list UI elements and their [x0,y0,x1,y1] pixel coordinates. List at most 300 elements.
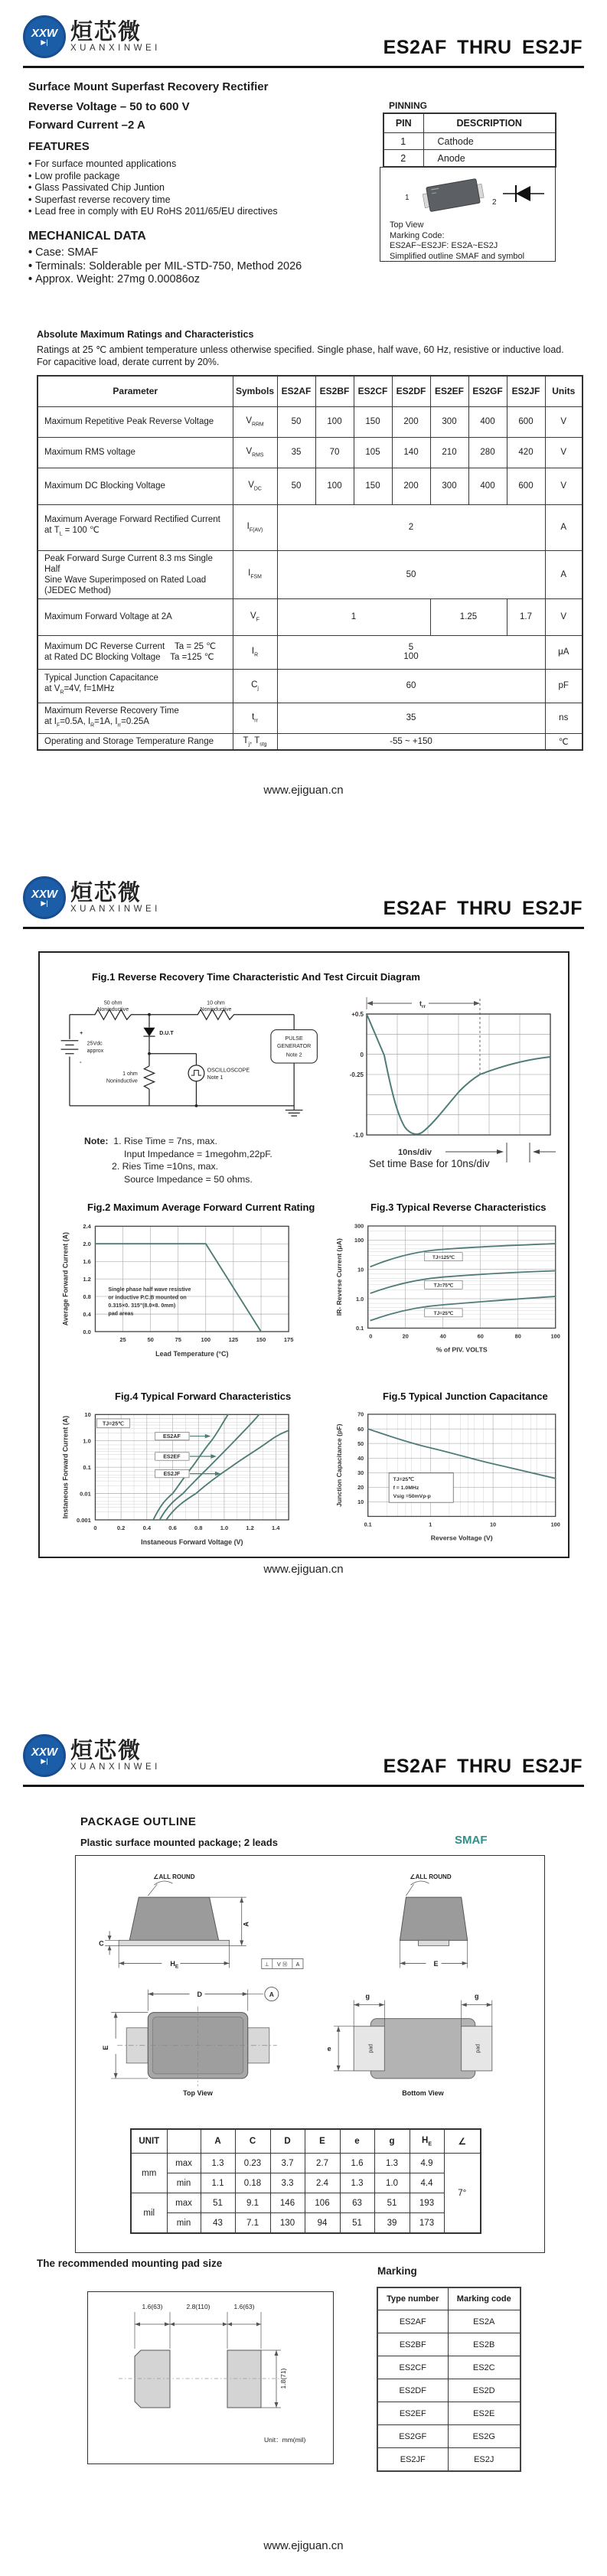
reverse-curve-75C [370,1270,555,1293]
y-tick: 1.0 [83,1437,91,1445]
table-cell: 94 [305,2213,340,2234]
capacitance-curve [368,1429,556,1479]
logo-xxw-text: XXW [31,1745,58,1759]
table-cell: 1.0 [374,2173,410,2193]
fig1-caption: Set time Base for 10ns/div [369,1158,490,1169]
package-image-box [380,167,556,262]
column-header: ES2BF [315,376,354,406]
table-row [38,504,583,550]
table-cell: A [545,504,583,550]
feature-item: • Superfast reverse recovery time [28,194,171,205]
table-cell: $V_{RRM}$ [233,406,277,437]
mech-item: • Approx. Weight: 27mg 0.00086oz [28,273,201,285]
table-cell: V [545,598,583,635]
svg-text:TJ=75℃: TJ=75℃ [433,1283,454,1289]
table-cell: Peak Forward Surge Current 8.3 ms Single Half Sine Wave Superimposed on Rated Load (JEDEC Method) [38,550,233,598]
logo-chinese-name: 烜芯微 [70,19,142,44]
shunt-resistor-type: Noninductive [106,1078,138,1084]
table-cell: $I_R$ [233,635,277,669]
dim-e-label: e [327,2044,331,2053]
table-row [38,598,583,635]
pkg-outline-note: Simplified outline SMAF and symbol [390,251,525,261]
x-tick: 20 [402,1332,409,1340]
table-cell: μA [545,635,583,669]
pin1-label: 1 [405,194,410,202]
pad-dim-left: 1.6(63) [142,2303,163,2310]
datum-A: A [269,1991,274,1999]
note-line-4: Source Impedance = 50 ohms. [124,1173,253,1185]
all-round-label: ∠ALL ROUND [153,1873,195,1881]
table-cell: 5 100 [277,635,545,669]
table-row [383,113,556,133]
table-row [377,2333,521,2356]
svg-text:0.315×0. 315"(8.0×8. 0mm): 0.315×0. 315"(8.0×8. 0mm) [108,1303,176,1309]
column-header: ES2GF [468,376,507,406]
fig2-annotation [108,1287,191,1316]
dim-C [99,1931,119,1955]
table-cell: $C_j$ [233,669,277,703]
bottom-view-body [354,2019,492,2079]
table-cell: ES2GF [377,2425,448,2448]
x-tick: 175 [283,1336,294,1344]
battery-minus: - [80,1059,82,1066]
dim-g-label: g [474,1992,479,2000]
x-tick: 100 [201,1336,211,1344]
dim-HE-label: $H_E$ [170,1959,179,1970]
table-cell: Operating and Storage Temperature Range [38,733,233,750]
y-tick: 40 [357,1454,364,1462]
brand-logo [23,876,161,919]
logo-chinese-name: 烜芯微 [70,880,142,905]
table-row [131,2173,481,2193]
package-outline-title: PACKAGE OUTLINE [80,1815,197,1828]
logo-mark [23,876,66,919]
page1-header [23,15,584,69]
pulse-gen-line2: GENERATOR [277,1043,312,1050]
table-row [38,468,583,504]
page3-footer-url: www.ejiguan.cn [263,2539,344,2552]
table-cell: 2 [277,504,545,550]
table-cell: $I_{FSM}$ [233,550,277,598]
logo-diode-icon: ▶| [41,898,48,907]
column-header: Parameter [38,376,233,406]
oscilloscope-note: Note 1 [207,1074,224,1081]
table-cell: 200 [392,406,430,437]
table-cell: 51 [201,2193,235,2213]
mounting-pad-drawing [88,2292,331,2462]
table-cell: 51 [340,2213,374,2234]
ratings-note2: For capacitive load, derate current by 20%. [37,357,220,367]
column-header: UNIT [131,2129,167,2154]
marking-table [377,2287,521,2472]
tolerance-cell-3: A [295,1961,300,1968]
tolerance-cell-1: ⊥ [264,1961,269,1968]
table-cell: 60 [277,669,545,703]
table-cell: $I_{F(AV)}$ [233,504,277,550]
table-cell: 1.3 [201,2154,235,2173]
fig2-y-label: Average Forward Current (A) [61,1231,70,1326]
fig1-notes [84,1135,272,1185]
fig5-chart [325,1406,569,1549]
mech-item: • Case: SMAF [28,246,99,259]
notes-prefix: Note: [84,1136,109,1146]
tolerance-cell-2: V Ⓜ [277,1961,288,1968]
reverse-curve-125C [370,1244,555,1267]
pkg-marking-code-label: Marking Code: [390,230,445,240]
table-row [383,150,556,168]
table-cell: 1.3 [374,2154,410,2173]
table-cell: 1.7 [507,598,545,635]
fig5-y-label: Junction Capacitance (pF) [335,1423,343,1507]
column-header: ES2EF [430,376,468,406]
circuit-wires [70,1009,294,1107]
y-tick: -0.25 [349,1071,364,1078]
table-cell: 4.4 [410,2173,444,2193]
package-outline-box [75,1855,545,2253]
x-tick: 1.4 [272,1524,280,1532]
bottom-view-caption: Bottom View [402,2089,444,2098]
table-cell: mil [131,2193,167,2234]
document-title: ES2AF THRU ES2JF [383,1756,583,1777]
column-header: e [340,2129,374,2154]
dim-A-label: A [242,1921,250,1927]
table-cell: 50 [277,550,545,598]
header-rule [23,1785,584,1787]
dim-C-label: C [99,1939,104,1948]
table-cell: Anode [423,150,556,168]
table-cell: 150 [354,406,392,437]
battery-approx: approx [86,1047,104,1054]
table-cell: 173 [410,2213,444,2234]
svg-text:pad areas: pad areas [108,1311,134,1317]
mounting-pad-box [87,2291,334,2464]
table-cell: 50 [277,468,315,504]
table-row [38,406,583,437]
battery-symbol [61,1041,79,1054]
x-tick: 0.8 [194,1524,203,1532]
column-header: ES2AF [277,376,315,406]
svg-text:or inductive P.C.B mounted on: or inductive P.C.B mounted on [108,1295,187,1301]
fig5-annotation [389,1473,453,1502]
table-cell: 43 [201,2213,235,2234]
figures-box [38,951,569,1558]
y-tick: 10 [357,1498,364,1506]
table-row [38,437,583,468]
x-tick: 60 [477,1332,484,1340]
page3-header [23,1734,584,1788]
table-row [38,550,583,598]
svg-text:TJ=25℃: TJ=25℃ [393,1476,414,1482]
logo-xxw-text: XXW [31,887,58,901]
table-row [131,2213,481,2234]
dim-D-label: D [197,1991,203,1999]
oscilloscope-label: OSCILLOSCOPE [207,1067,250,1074]
pad-shapes [119,2350,279,2408]
svg-text:TJ=25℃: TJ=25℃ [102,1421,125,1427]
x-tick: 40 [439,1332,446,1340]
waveform-grid [367,1014,550,1135]
table-cell: $T_j$, $T_{stg}$ [233,733,277,750]
table-row [377,2310,521,2333]
bullet-icon: • [28,273,33,285]
x-tick: 80 [514,1332,521,1340]
table-cell: 7.1 [235,2213,270,2234]
table-cell: ES2D [448,2379,521,2402]
fig4-title: Fig.4 Typical Forward Characteristics [115,1391,292,1402]
bullet-icon: • [28,158,32,169]
y-tick: 2.4 [83,1223,91,1231]
logo-chinese-name: 烜芯微 [70,1738,142,1763]
table-cell: V [545,437,583,468]
column-header: ES2JF [507,376,545,406]
dimensions-table [130,2128,481,2234]
svg-text:ES2JF: ES2JF [163,1471,181,1477]
table-cell: 39 [374,2213,410,2234]
column-header: E [305,2129,340,2154]
table-cell: $t_{rr}$ [233,703,277,733]
resistor1-type: Noninductive [97,1006,129,1012]
package-name: SMAF [455,1834,488,1847]
y-tick: 0.01 [80,1490,91,1498]
features-title: FEATURES [28,140,90,153]
table-cell: A [545,550,583,598]
dim-g-label: g [365,1992,370,2000]
y-tick: 70 [357,1410,364,1418]
pkg-marking-range: ES2AF~ES2JF: ES2A~ES2J [390,241,498,250]
bullet-icon: • [28,182,32,193]
page2-footer-url: www.ejiguan.cn [263,1563,344,1576]
table-cell: 63 [340,2193,374,2213]
fig3-chart [325,1218,569,1361]
top-view-caption: Top View [183,2089,213,2098]
dim-E-label: E [433,1959,439,1968]
header-rule [23,927,584,929]
table-cell: 300 [430,468,468,504]
x-tick: 0.6 [168,1524,177,1532]
table-row [377,2425,521,2448]
table-row [377,2356,521,2379]
y-tick: 0.001 [76,1516,91,1524]
marking-title: Marking [377,2265,417,2277]
pad-unit-label: Unit：mm(mil) [264,2436,306,2444]
x-tick: 0.1 [364,1521,372,1528]
y-tick: 1.2 [83,1275,91,1283]
table-cell: $V_{DC}$ [233,468,277,504]
table-cell: Maximum Forward Voltage at 2A [38,598,233,635]
y-tick: 10 [84,1411,91,1419]
pad-label: pad [475,2043,481,2053]
column-header: Marking code [448,2287,521,2310]
mechanical-data-list [28,246,302,287]
fig3-y-label: IR- Reverse Current (μA) [335,1238,343,1316]
page2-header [23,876,584,930]
logo-diode-icon: ▶| [41,37,48,46]
pad-label: pad [368,2043,374,2053]
table-row [131,2193,481,2213]
table-row [38,733,583,750]
y-tick: 1.6 [83,1258,91,1266]
diode-symbol-icon [503,185,544,202]
table-cell: Maximum Reverse Recovery Time at $I_F=0.5A$, $I_R=1A$, $I_{rr}=0.25A$ [38,703,233,733]
y-tick: 50 [357,1440,364,1447]
table-cell: 2 [383,150,423,168]
resistor2-value: 10 ohm [207,999,225,1006]
x-tick: 75 [175,1336,181,1344]
table-cell: ES2BF [377,2333,448,2356]
y-tick: 0 [360,1052,364,1058]
table-cell: ES2A [448,2310,521,2333]
table-cell: 400 [468,406,507,437]
pkg-top-view-label: Top View [390,220,424,230]
table-cell: ES2EF [377,2402,448,2425]
pad-height-dim [261,2350,287,2408]
fig5-title: Fig.5 Typical Junction Capacitance [383,1391,548,1402]
table-cell: ES2E [448,2402,521,2425]
note-line-1: 1. Rise Time = 7ns, max. [113,1136,217,1146]
table-row [383,133,556,150]
table-cell: 150 [354,468,392,504]
column-header [167,2129,201,2154]
table-cell: Maximum RMS voltage [38,437,233,468]
table-cell: 600 [507,468,545,504]
table-cell: min [167,2173,201,2193]
table-cell: Maximum Average Forward Rectified Current at $T_L = 100$ ℃ [38,504,233,550]
package-caption [380,220,555,262]
x-tick: 0.4 [142,1524,152,1532]
pulse-gen-line3: Note 2 [286,1052,302,1058]
logo-diode-icon: ▶| [41,1756,48,1765]
table-cell: 35 [277,437,315,468]
table-cell: Maximum DC Blocking Voltage [38,468,233,504]
x-tick: 25 [119,1336,126,1344]
shunt-resistor-value: 1 ohm [122,1071,138,1078]
fig2-x-label: Lead Temperature (°C) [155,1350,229,1358]
package-illustration [380,172,549,217]
x-tick: 10 [490,1521,497,1528]
table-cell: V [545,468,583,504]
fig1-waveform-chart [332,993,562,1169]
table-cell: Typical Junction Capacitance at $V_R=4V$, f=1MHz [38,669,233,703]
table-cell: mm [131,2154,167,2193]
fig2-title: Fig.2 Maximum Average Forward Current Rating [87,1202,315,1213]
fig4-x-label: Instaneous Forward Voltage (V) [141,1538,243,1547]
table-cell: 105 [354,437,392,468]
feature-item: • Glass Passivated Chip Juntion [28,182,165,193]
mech-item: • Terminals: Solderable per MIL-STD-750, Method 2026 [28,259,302,272]
logo-english-name: XUANXINWEI [70,43,161,53]
table-cell: 2.4 [305,2173,340,2193]
table-cell: 1.25 [430,598,507,635]
fig1-test-circuit [55,997,323,1120]
mechanical-data-title: MECHANICAL DATA [28,230,146,243]
ratings-note1: Ratings at 25 ℃ ambient temperature unless otherwise specified. Single phase, half wave, 60 Hz, resistive or inductive load. [37,344,564,355]
table-cell: 140 [392,437,430,468]
mounting-pad-title: The recommended mounting pad size [37,2258,223,2269]
table-cell: V [545,406,583,437]
x-tick: 1.0 [220,1524,229,1532]
bullet-icon: • [28,246,33,259]
feature-item: • Lead free in comply with EU RoHS 2011/65/EU directives [28,206,278,217]
product-title: Surface Mount Superfast Recovery Rectifier [28,80,269,93]
column-header: A [201,2129,235,2154]
pin2-label: 2 [492,198,497,207]
oscilloscope-symbol [188,1065,204,1081]
note-line-2: Input Impedance = 1megohm,22pF. [124,1148,272,1159]
ground-symbol [286,1106,303,1116]
ratings-table [37,375,583,751]
resistor1-value: 50 ohm [103,999,122,1006]
smaf-chip-drawing [422,178,485,212]
column-header: Symbols [233,376,277,406]
feature-item: • Low profile package [28,170,120,181]
brand-logo [23,15,161,58]
y-tick: 20 [357,1484,364,1492]
y-tick: 1.0 [356,1295,364,1303]
table-cell: 4.9 [410,2154,444,2173]
table-cell: 1.1 [201,2173,235,2193]
svg-text:TJ=125℃: TJ=125℃ [432,1254,455,1260]
table-cell: 280 [468,437,507,468]
table-cell: 3.7 [270,2154,305,2173]
resistor2-type: Noninductive [200,1006,232,1012]
x-tick: 0.2 [116,1524,126,1532]
table-cell: max [167,2154,201,2173]
table-cell: Maximum DC Reverse Current Ta = 25 ℃ at Rated DC Blocking Voltage Ta =125 ℃ [38,635,233,669]
battery-plus: + [80,1030,83,1037]
column-header: DESCRIPTION [423,113,556,133]
table-cell: $V_F$ [233,598,277,635]
table-cell: 1.6 [340,2154,374,2173]
logo-mark [23,1734,66,1777]
table-cell: 7° [444,2154,481,2234]
header-rule [23,66,584,68]
x-tick: 0 [93,1524,97,1532]
note-line-3: 2. Ries Time =10ns, max. [112,1161,219,1172]
svg-text:Vsig =50mVp-p: Vsig =50mVp-p [393,1493,431,1499]
y-tick: 0.1 [83,1463,91,1471]
x-tick: 50 [147,1336,154,1344]
y-tick: 60 [357,1425,364,1433]
table-cell: 9.1 [235,2193,270,2213]
pinning-title: PINNING [389,100,428,111]
fig5-x-label: Reverse Voltage (V) [430,1534,493,1542]
bullet-icon: • [28,206,32,217]
pad-dim-right: 1.6(63) [233,2303,255,2310]
pinning-table [383,112,556,168]
all-round-label: ∠ALL ROUND [410,1873,452,1881]
x-tick: 1 [429,1521,432,1528]
y-tick: +0.5 [351,1011,364,1018]
table-cell: Cathode [423,133,556,150]
bullet-icon: • [28,259,33,272]
table-row [131,2154,481,2173]
table-cell: $V_{RMS}$ [233,437,277,468]
x-tick: 0 [369,1332,373,1340]
y-tick: 2.0 [83,1241,91,1248]
table-cell: -55 ~ +150 [277,733,545,750]
logo-mark [23,15,66,58]
fig2-chart [51,1218,303,1365]
column-header: $H_E$ [410,2129,444,2154]
fig3-series-labels [425,1253,462,1317]
table-cell: ES2B [448,2333,521,2356]
svg-text:ES2EF: ES2EF [163,1454,181,1460]
table-cell: min [167,2213,201,2234]
table-row [377,2448,521,2472]
dut-diode-symbol [143,1028,155,1036]
table-cell: ES2J [448,2448,521,2472]
table-cell: 400 [468,468,507,504]
